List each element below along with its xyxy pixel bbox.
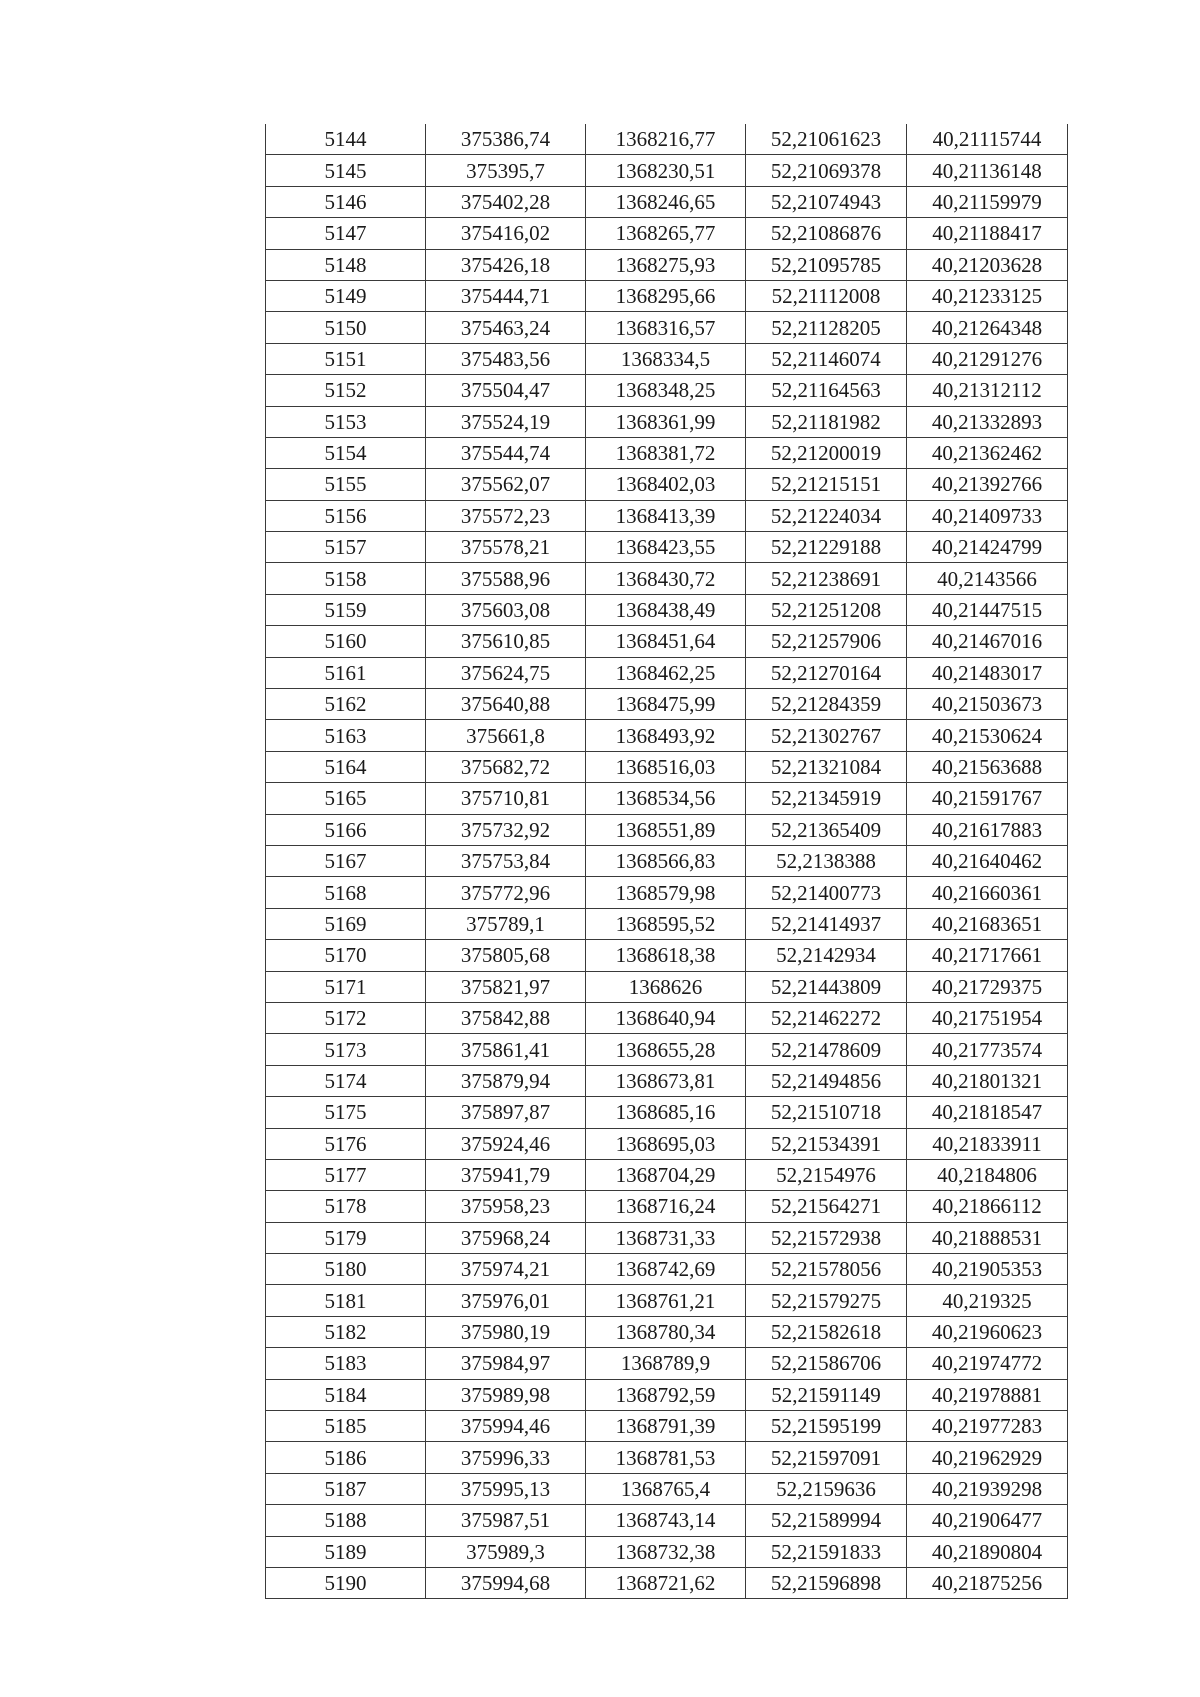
longitude-cell: 40,21392766	[907, 469, 1068, 500]
table-row	[266, 908, 1068, 939]
longitude-cell: 40,21833911	[907, 1128, 1068, 1159]
latitude-cell: 52,21597091	[746, 1442, 907, 1473]
latitude-cell: 52,21270164	[746, 657, 907, 688]
x-coordinate-cell: 375805,68	[426, 940, 586, 971]
x-coordinate-cell: 375562,07	[426, 469, 586, 500]
table-row	[266, 249, 1068, 280]
latitude-cell: 52,21400773	[746, 877, 907, 908]
x-coordinate-cell: 375996,33	[426, 1442, 586, 1473]
x-coordinate-cell: 375842,88	[426, 1002, 586, 1033]
point-number-cell: 5182	[266, 1316, 426, 1347]
table-row	[266, 594, 1068, 625]
latitude-cell: 52,21478609	[746, 1034, 907, 1065]
x-coordinate-cell: 375989,3	[426, 1536, 586, 1567]
point-number-cell: 5183	[266, 1348, 426, 1379]
point-number-cell: 5190	[266, 1567, 426, 1598]
x-coordinate-cell: 375578,21	[426, 532, 586, 563]
table-row	[266, 626, 1068, 657]
longitude-cell: 40,21467016	[907, 626, 1068, 657]
latitude-cell: 52,21061623	[746, 124, 907, 155]
point-number-cell: 5149	[266, 280, 426, 311]
point-number-cell: 5179	[266, 1222, 426, 1253]
latitude-cell: 52,21589994	[746, 1505, 907, 1536]
table-row	[266, 689, 1068, 720]
point-number-cell: 5161	[266, 657, 426, 688]
latitude-cell: 52,21284359	[746, 689, 907, 720]
x-coordinate-cell: 375544,74	[426, 437, 586, 468]
point-number-cell: 5185	[266, 1411, 426, 1442]
y-coordinate-cell: 1368655,28	[586, 1034, 746, 1065]
point-number-cell: 5177	[266, 1159, 426, 1190]
y-coordinate-cell: 1368475,99	[586, 689, 746, 720]
y-coordinate-cell: 1368742,69	[586, 1254, 746, 1285]
y-coordinate-cell: 1368275,93	[586, 249, 746, 280]
x-coordinate-cell: 375588,96	[426, 563, 586, 594]
y-coordinate-cell: 1368732,38	[586, 1536, 746, 1567]
latitude-cell: 52,21534391	[746, 1128, 907, 1159]
latitude-cell: 52,21321084	[746, 751, 907, 782]
table-row	[266, 1316, 1068, 1347]
y-coordinate-cell: 1368704,29	[586, 1159, 746, 1190]
x-coordinate-cell: 375984,97	[426, 1348, 586, 1379]
latitude-cell: 52,21181982	[746, 406, 907, 437]
latitude-cell: 52,21345919	[746, 783, 907, 814]
x-coordinate-cell: 375772,96	[426, 877, 586, 908]
point-number-cell: 5165	[266, 783, 426, 814]
y-coordinate-cell: 1368551,89	[586, 814, 746, 845]
y-coordinate-cell: 1368246,65	[586, 186, 746, 217]
latitude-cell: 52,2159636	[746, 1473, 907, 1504]
x-coordinate-cell: 375386,74	[426, 124, 586, 155]
point-number-cell: 5188	[266, 1505, 426, 1536]
latitude-cell: 52,21257906	[746, 626, 907, 657]
table-row	[266, 1191, 1068, 1222]
latitude-cell: 52,21164563	[746, 375, 907, 406]
longitude-cell: 40,21960623	[907, 1316, 1068, 1347]
longitude-cell: 40,21332893	[907, 406, 1068, 437]
table-row	[266, 814, 1068, 845]
y-coordinate-cell: 1368295,66	[586, 280, 746, 311]
table-row	[266, 124, 1068, 155]
table-row	[266, 186, 1068, 217]
longitude-cell: 40,2143566	[907, 563, 1068, 594]
latitude-cell: 52,21578056	[746, 1254, 907, 1285]
point-number-cell: 5150	[266, 312, 426, 343]
point-number-cell: 5189	[266, 1536, 426, 1567]
longitude-cell: 40,21563688	[907, 751, 1068, 782]
latitude-cell: 52,21095785	[746, 249, 907, 280]
x-coordinate-cell: 375416,02	[426, 218, 586, 249]
table-row	[266, 437, 1068, 468]
y-coordinate-cell: 1368791,39	[586, 1411, 746, 1442]
longitude-cell: 40,21890804	[907, 1536, 1068, 1567]
longitude-cell: 40,21866112	[907, 1191, 1068, 1222]
table-row	[266, 469, 1068, 500]
y-coordinate-cell: 1368462,25	[586, 657, 746, 688]
table-row	[266, 1254, 1068, 1285]
table-row	[266, 940, 1068, 971]
x-coordinate-cell: 375987,51	[426, 1505, 586, 1536]
longitude-cell: 40,21530624	[907, 720, 1068, 751]
x-coordinate-cell: 375603,08	[426, 594, 586, 625]
point-number-cell: 5145	[266, 155, 426, 186]
table-row	[266, 1128, 1068, 1159]
latitude-cell: 52,2154976	[746, 1159, 907, 1190]
latitude-cell: 52,21586706	[746, 1348, 907, 1379]
latitude-cell: 52,21229188	[746, 532, 907, 563]
longitude-cell: 40,21875256	[907, 1567, 1068, 1598]
y-coordinate-cell: 1368743,14	[586, 1505, 746, 1536]
longitude-cell: 40,21888531	[907, 1222, 1068, 1253]
y-coordinate-cell: 1368348,25	[586, 375, 746, 406]
table-row	[266, 343, 1068, 374]
y-coordinate-cell: 1368780,34	[586, 1316, 746, 1347]
y-coordinate-cell: 1368265,77	[586, 218, 746, 249]
latitude-cell: 52,21069378	[746, 155, 907, 186]
table-row	[266, 532, 1068, 563]
point-number-cell: 5164	[266, 751, 426, 782]
latitude-cell: 52,21595199	[746, 1411, 907, 1442]
table-row	[266, 783, 1068, 814]
point-number-cell: 5156	[266, 500, 426, 531]
table-row	[266, 751, 1068, 782]
y-coordinate-cell: 1368451,64	[586, 626, 746, 657]
longitude-cell: 40,21203628	[907, 249, 1068, 280]
latitude-cell: 52,21579275	[746, 1285, 907, 1316]
x-coordinate-cell: 375610,85	[426, 626, 586, 657]
longitude-cell: 40,21939298	[907, 1473, 1068, 1504]
point-number-cell: 5154	[266, 437, 426, 468]
longitude-cell: 40,21683651	[907, 908, 1068, 939]
table-row	[266, 1097, 1068, 1128]
x-coordinate-cell: 375968,24	[426, 1222, 586, 1253]
table-row	[266, 1034, 1068, 1065]
longitude-cell: 40,21159979	[907, 186, 1068, 217]
table-row	[266, 845, 1068, 876]
longitude-cell: 40,21483017	[907, 657, 1068, 688]
longitude-cell: 40,2184806	[907, 1159, 1068, 1190]
longitude-cell: 40,21773574	[907, 1034, 1068, 1065]
longitude-cell: 40,21362462	[907, 437, 1068, 468]
longitude-cell: 40,21751954	[907, 1002, 1068, 1033]
point-number-cell: 5166	[266, 814, 426, 845]
y-coordinate-cell: 1368579,98	[586, 877, 746, 908]
y-coordinate-cell: 1368413,39	[586, 500, 746, 531]
x-coordinate-cell: 375976,01	[426, 1285, 586, 1316]
y-coordinate-cell: 1368316,57	[586, 312, 746, 343]
latitude-cell: 52,21224034	[746, 500, 907, 531]
point-number-cell: 5181	[266, 1285, 426, 1316]
longitude-cell: 40,21188417	[907, 218, 1068, 249]
latitude-cell: 52,21591833	[746, 1536, 907, 1567]
latitude-cell: 52,2142934	[746, 940, 907, 971]
table-row	[266, 657, 1068, 688]
x-coordinate-cell: 375572,23	[426, 500, 586, 531]
latitude-cell: 52,21582618	[746, 1316, 907, 1347]
longitude-cell: 40,21978881	[907, 1379, 1068, 1410]
longitude-cell: 40,21818547	[907, 1097, 1068, 1128]
point-number-cell: 5152	[266, 375, 426, 406]
point-number-cell: 5168	[266, 877, 426, 908]
longitude-cell: 40,21136148	[907, 155, 1068, 186]
y-coordinate-cell: 1368402,03	[586, 469, 746, 500]
y-coordinate-cell: 1368534,56	[586, 783, 746, 814]
y-coordinate-cell: 1368438,49	[586, 594, 746, 625]
y-coordinate-cell: 1368761,21	[586, 1285, 746, 1316]
y-coordinate-cell: 1368334,5	[586, 343, 746, 374]
table-row	[266, 312, 1068, 343]
latitude-cell: 52,21572938	[746, 1222, 907, 1253]
point-number-cell: 5162	[266, 689, 426, 720]
y-coordinate-cell: 1368216,77	[586, 124, 746, 155]
x-coordinate-cell: 375753,84	[426, 845, 586, 876]
longitude-cell: 40,219325	[907, 1285, 1068, 1316]
y-coordinate-cell: 1368781,53	[586, 1442, 746, 1473]
table-row	[266, 1348, 1068, 1379]
latitude-cell: 52,21302767	[746, 720, 907, 751]
longitude-cell: 40,21115744	[907, 124, 1068, 155]
y-coordinate-cell: 1368493,92	[586, 720, 746, 751]
longitude-cell: 40,21962929	[907, 1442, 1068, 1473]
point-number-cell: 5171	[266, 971, 426, 1002]
latitude-cell: 52,21074943	[746, 186, 907, 217]
y-coordinate-cell: 1368731,33	[586, 1222, 746, 1253]
x-coordinate-cell: 375661,8	[426, 720, 586, 751]
latitude-cell: 52,21200019	[746, 437, 907, 468]
x-coordinate-cell: 375958,23	[426, 1191, 586, 1222]
table-row	[266, 971, 1068, 1002]
longitude-cell: 40,21591767	[907, 783, 1068, 814]
x-coordinate-cell: 375732,92	[426, 814, 586, 845]
point-number-cell: 5180	[266, 1254, 426, 1285]
table-row	[266, 1002, 1068, 1033]
point-number-cell: 5147	[266, 218, 426, 249]
x-coordinate-cell: 375994,68	[426, 1567, 586, 1598]
point-number-cell: 5169	[266, 908, 426, 939]
longitude-cell: 40,21409733	[907, 500, 1068, 531]
y-coordinate-cell: 1368685,16	[586, 1097, 746, 1128]
y-coordinate-cell: 1368721,62	[586, 1567, 746, 1598]
latitude-cell: 52,21086876	[746, 218, 907, 249]
latitude-cell: 52,21462272	[746, 1002, 907, 1033]
y-coordinate-cell: 1368618,38	[586, 940, 746, 971]
coordinate-table-body	[266, 124, 1068, 1599]
point-number-cell: 5187	[266, 1473, 426, 1504]
latitude-cell: 52,21510718	[746, 1097, 907, 1128]
table-row	[266, 720, 1068, 751]
latitude-cell: 52,21414937	[746, 908, 907, 939]
latitude-cell: 52,21443809	[746, 971, 907, 1002]
point-number-cell: 5148	[266, 249, 426, 280]
x-coordinate-cell: 375924,46	[426, 1128, 586, 1159]
point-number-cell: 5176	[266, 1128, 426, 1159]
point-number-cell: 5144	[266, 124, 426, 155]
y-coordinate-cell: 1368595,52	[586, 908, 746, 939]
y-coordinate-cell: 1368423,55	[586, 532, 746, 563]
y-coordinate-cell: 1368430,72	[586, 563, 746, 594]
table-row	[266, 1065, 1068, 1096]
latitude-cell: 52,21112008	[746, 280, 907, 311]
point-number-cell: 5178	[266, 1191, 426, 1222]
latitude-cell: 52,2138388	[746, 845, 907, 876]
table-row	[266, 280, 1068, 311]
y-coordinate-cell: 1368792,59	[586, 1379, 746, 1410]
point-number-cell: 5167	[266, 845, 426, 876]
y-coordinate-cell: 1368566,83	[586, 845, 746, 876]
x-coordinate-cell: 375989,98	[426, 1379, 586, 1410]
y-coordinate-cell: 1368695,03	[586, 1128, 746, 1159]
table-row	[266, 1442, 1068, 1473]
y-coordinate-cell: 1368765,4	[586, 1473, 746, 1504]
x-coordinate-cell: 375789,1	[426, 908, 586, 939]
x-coordinate-cell: 375879,94	[426, 1065, 586, 1096]
table-row	[266, 1536, 1068, 1567]
x-coordinate-cell: 375710,81	[426, 783, 586, 814]
longitude-cell: 40,21447515	[907, 594, 1068, 625]
point-number-cell: 5173	[266, 1034, 426, 1065]
table-row	[266, 406, 1068, 437]
x-coordinate-cell: 375995,13	[426, 1473, 586, 1504]
table-row	[266, 1222, 1068, 1253]
point-number-cell: 5160	[266, 626, 426, 657]
x-coordinate-cell: 375640,88	[426, 689, 586, 720]
y-coordinate-cell: 1368516,03	[586, 751, 746, 782]
table-row	[266, 1285, 1068, 1316]
longitude-cell: 40,21233125	[907, 280, 1068, 311]
point-number-cell: 5163	[266, 720, 426, 751]
x-coordinate-cell: 375402,28	[426, 186, 586, 217]
table-row	[266, 1379, 1068, 1410]
y-coordinate-cell: 1368673,81	[586, 1065, 746, 1096]
x-coordinate-cell: 375980,19	[426, 1316, 586, 1347]
point-number-cell: 5159	[266, 594, 426, 625]
point-number-cell: 5170	[266, 940, 426, 971]
x-coordinate-cell: 375821,97	[426, 971, 586, 1002]
longitude-cell: 40,21977283	[907, 1411, 1068, 1442]
latitude-cell: 52,21146074	[746, 343, 907, 374]
point-number-cell: 5158	[266, 563, 426, 594]
x-coordinate-cell: 375941,79	[426, 1159, 586, 1190]
x-coordinate-cell: 375504,47	[426, 375, 586, 406]
point-number-cell: 5175	[266, 1097, 426, 1128]
latitude-cell: 52,21128205	[746, 312, 907, 343]
x-coordinate-cell: 375463,24	[426, 312, 586, 343]
latitude-cell: 52,21365409	[746, 814, 907, 845]
latitude-cell: 52,21215151	[746, 469, 907, 500]
latitude-cell: 52,21238691	[746, 563, 907, 594]
table-row	[266, 1505, 1068, 1536]
longitude-cell: 40,21264348	[907, 312, 1068, 343]
x-coordinate-cell: 375483,56	[426, 343, 586, 374]
longitude-cell: 40,21906477	[907, 1505, 1068, 1536]
latitude-cell: 52,21564271	[746, 1191, 907, 1222]
latitude-cell: 52,21251208	[746, 594, 907, 625]
longitude-cell: 40,21312112	[907, 375, 1068, 406]
table-row	[266, 500, 1068, 531]
longitude-cell: 40,21617883	[907, 814, 1068, 845]
x-coordinate-cell: 375974,21	[426, 1254, 586, 1285]
table-row	[266, 1473, 1068, 1504]
point-number-cell: 5151	[266, 343, 426, 374]
x-coordinate-cell: 375395,7	[426, 155, 586, 186]
y-coordinate-cell: 1368361,99	[586, 406, 746, 437]
x-coordinate-cell: 375994,46	[426, 1411, 586, 1442]
x-coordinate-cell: 375524,19	[426, 406, 586, 437]
latitude-cell: 52,21494856	[746, 1065, 907, 1096]
coordinate-table	[265, 124, 1068, 1599]
y-coordinate-cell: 1368626	[586, 971, 746, 1002]
point-number-cell: 5186	[266, 1442, 426, 1473]
x-coordinate-cell: 375624,75	[426, 657, 586, 688]
table-row	[266, 1411, 1068, 1442]
point-number-cell: 5153	[266, 406, 426, 437]
longitude-cell: 40,21974772	[907, 1348, 1068, 1379]
point-number-cell: 5157	[266, 532, 426, 563]
longitude-cell: 40,21503673	[907, 689, 1068, 720]
y-coordinate-cell: 1368640,94	[586, 1002, 746, 1033]
longitude-cell: 40,21660361	[907, 877, 1068, 908]
table-row	[266, 375, 1068, 406]
y-coordinate-cell: 1368789,9	[586, 1348, 746, 1379]
table-row	[266, 218, 1068, 249]
table-row	[266, 1159, 1068, 1190]
point-number-cell: 5155	[266, 469, 426, 500]
x-coordinate-cell: 375426,18	[426, 249, 586, 280]
table-row	[266, 563, 1068, 594]
point-number-cell: 5184	[266, 1379, 426, 1410]
longitude-cell: 40,21291276	[907, 343, 1068, 374]
table-row	[266, 877, 1068, 908]
x-coordinate-cell: 375897,87	[426, 1097, 586, 1128]
longitude-cell: 40,21905353	[907, 1254, 1068, 1285]
point-number-cell: 5172	[266, 1002, 426, 1033]
longitude-cell: 40,21717661	[907, 940, 1068, 971]
table-row	[266, 1567, 1068, 1598]
longitude-cell: 40,21424799	[907, 532, 1068, 563]
x-coordinate-cell: 375444,71	[426, 280, 586, 311]
y-coordinate-cell: 1368230,51	[586, 155, 746, 186]
longitude-cell: 40,21640462	[907, 845, 1068, 876]
longitude-cell: 40,21729375	[907, 971, 1068, 1002]
latitude-cell: 52,21596898	[746, 1567, 907, 1598]
longitude-cell: 40,21801321	[907, 1065, 1068, 1096]
y-coordinate-cell: 1368381,72	[586, 437, 746, 468]
point-number-cell: 5174	[266, 1065, 426, 1096]
y-coordinate-cell: 1368716,24	[586, 1191, 746, 1222]
table-row	[266, 155, 1068, 186]
latitude-cell: 52,21591149	[746, 1379, 907, 1410]
point-number-cell: 5146	[266, 186, 426, 217]
x-coordinate-cell: 375861,41	[426, 1034, 586, 1065]
x-coordinate-cell: 375682,72	[426, 751, 586, 782]
